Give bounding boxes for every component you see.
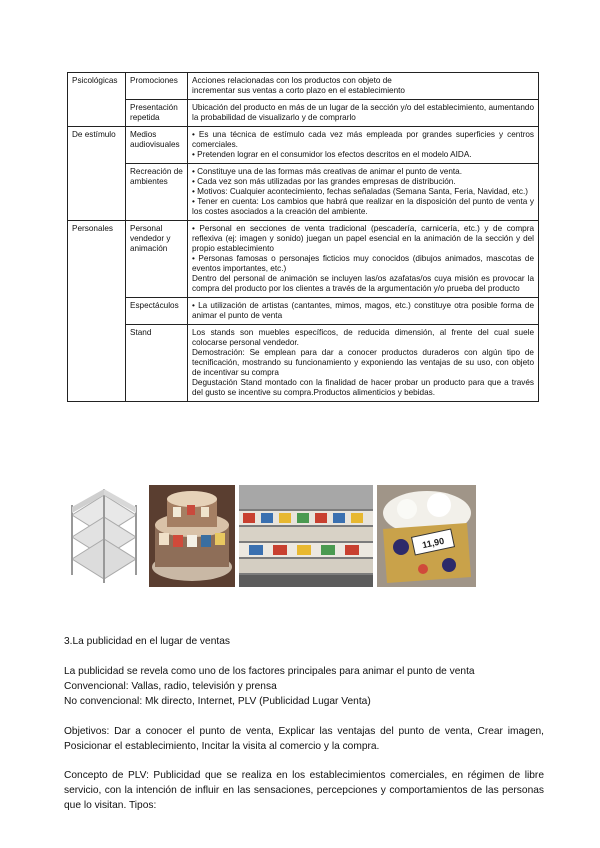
supermarket-shelves-photo xyxy=(239,485,373,587)
description-cell xyxy=(188,164,539,221)
description-line: Degustación Stand montado con la finalidad de hacer probar un producto para que a través del gusto se incentive su compra.Productos alimenticios y bebidas. xyxy=(192,378,534,397)
photo-strip xyxy=(0,485,600,587)
technique-cell: Stand xyxy=(126,325,188,402)
description-line: incrementar sus ventas a corto plazo en el establecimiento xyxy=(192,86,405,95)
description-cell xyxy=(188,127,539,164)
shelving-photo xyxy=(64,485,144,587)
description-line: Demostración: Se emplean para dar a conocer productos duraderos con algún tipo de tecnificación, mostrando su funcionamiento y exponiendo las ventajas de su uso, con objeto de incentivar su compra xyxy=(192,348,534,377)
technique-cell: Espectáculos xyxy=(126,298,188,325)
table-row xyxy=(68,100,539,127)
intro-paragraph: La publicidad se revela como uno de los factores principales para animar el punto de venta xyxy=(64,666,475,677)
category-cell: Psicológicas xyxy=(68,73,126,127)
category-cell: De estímulo xyxy=(68,127,126,221)
description-line: Acciones relacionadas con los productos con objeto de xyxy=(192,76,392,85)
plv-concept-paragraph: Concepto de PLV: Publicidad que se realiza en los establecimientos comerciales, en régimen de libre servicio, con la intención de influir en las sensaciones, percepciones y comportamientos de las personas que lo visitan. Tipos: xyxy=(64,770,544,811)
description-cell xyxy=(188,325,539,402)
description-line: Dentro del personal de animación se incluyen las/os azafatas/os cuya misión es provocar la compra del producto por los clientes a través de la argumentación y/o prueba del producto xyxy=(192,274,534,293)
table-row xyxy=(68,127,539,164)
table-row xyxy=(68,298,539,325)
technique-cell: Personal vendedor y animación xyxy=(126,221,188,298)
technique-cell: Promociones xyxy=(126,73,188,100)
round-display-photo xyxy=(149,485,235,587)
section-intro-block xyxy=(64,664,544,709)
description-line: • Personas famosas o personajes ficticios muy conocidos (dibujos animados, mascotas de eventos importantes, etc.) xyxy=(192,254,534,273)
category-cell: Personales xyxy=(68,221,126,402)
technique-cell: Presentación repetida xyxy=(126,100,188,127)
description-line: • Personal en secciones de venta tradicional (pescadería, carnicería, etc.) y de compra reflexiva (ej: imagen y sonido) juegan un papel esencial en la animación de la sección y del propio establecimiento xyxy=(192,224,534,253)
table-row xyxy=(68,164,539,221)
objectives-paragraph: Objetivos: Dar a conocer el punto de venta, Explicar las ventajas del punto de venta, Crear imagen, Posicionar el establecimiento, Incitar la visita al comercio y la compra. xyxy=(64,726,544,752)
description-line: • Tener en cuenta: Los cambios que habrá que realizar en la disposición del punto de venta y los costes asociados a la creación del ambiente. xyxy=(192,197,534,216)
description-line: Los stands son muebles específicos, de reducida dimensión, al frente del cual suele colocarse personal vendedor. xyxy=(192,328,534,347)
description-cell xyxy=(188,100,539,127)
description-line: • Es una técnica de estímulo cada vez más empleada por grandes superficies y centros comerciales. xyxy=(192,130,534,149)
table-row xyxy=(68,73,539,100)
description-line: • Motivos: Cualquier acontecimiento, fechas señaladas (Semana Santa, Feria, Navidad, etc.) xyxy=(192,187,528,196)
table-row xyxy=(68,221,539,298)
description-line: Ubicación del producto en más de un lugar de la sección y/o del establecimiento, aumentando la probabilidad de visualizarlo y de comprarlo xyxy=(192,103,534,122)
non-conventional-line: No convencional: Mk directo, Internet, PLV (Publicidad Lugar Venta) xyxy=(64,696,371,707)
box-price-label: 11,90 xyxy=(421,535,446,551)
technique-cell: Recreación de ambientes xyxy=(126,164,188,221)
description-cell xyxy=(188,73,539,100)
animation-techniques-table xyxy=(67,72,539,402)
description-cell xyxy=(188,221,539,298)
table-row xyxy=(68,325,539,402)
description-cell xyxy=(188,298,539,325)
section-heading: 3.La publicidad en el lugar de ventas xyxy=(64,636,230,647)
description-line: • La utilización de artistas (cantantes, mimos, magos, etc.) constituye otra posible forma de animar el punto de venta xyxy=(192,301,534,320)
conventional-line: Convencional: Vallas, radio, televisión y prensa xyxy=(64,681,277,692)
technique-cell: Medios audiovisuales xyxy=(126,127,188,164)
description-line: • Pretenden lograr en el consumidor los efectos descritos en el modelo AIDA. xyxy=(192,150,472,159)
description-line: • Cada vez son más utilizadas por las grandes empresas de distribución. xyxy=(192,177,456,186)
description-line: • Constituye una de las formas más creativas de animar el punto de venta. xyxy=(192,167,463,176)
promo-box-photo xyxy=(377,485,476,587)
